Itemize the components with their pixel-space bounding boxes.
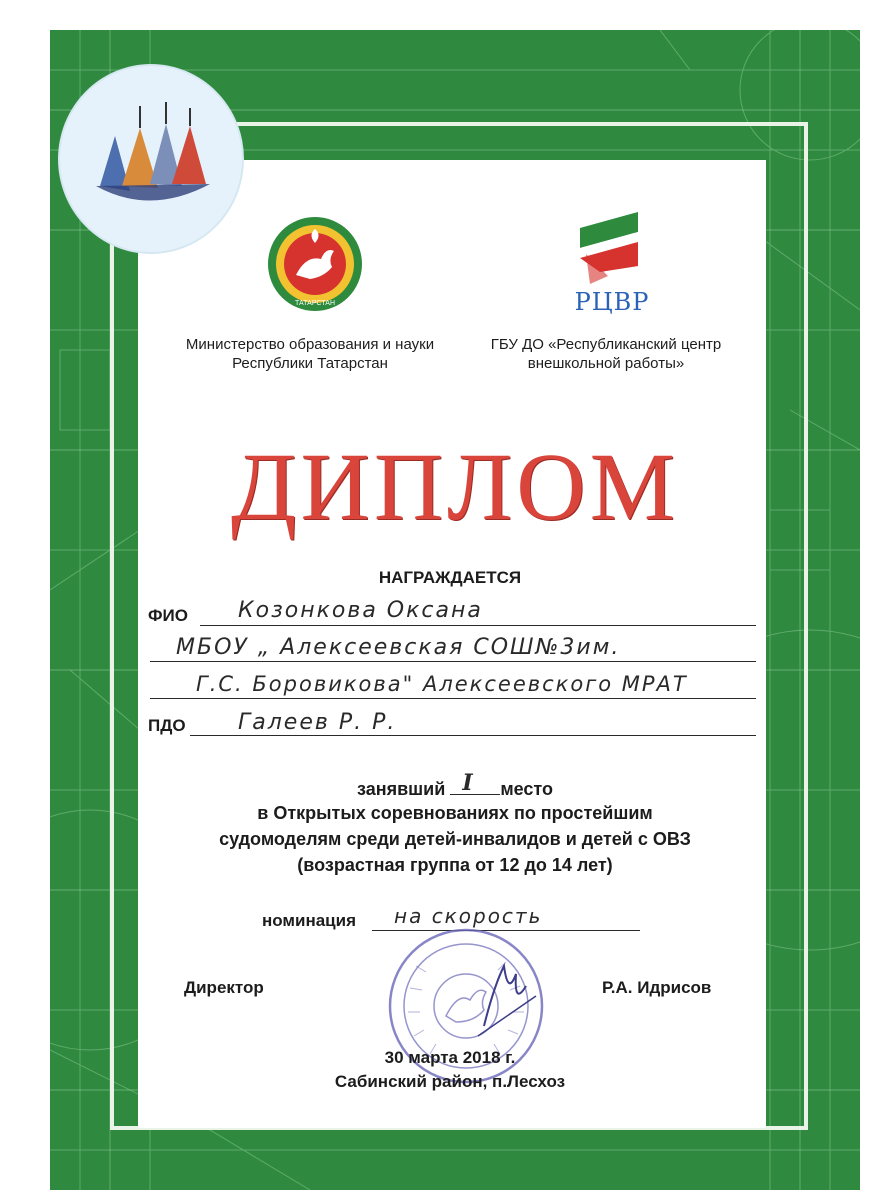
issue-date: 30 марта 2018 г.: [384, 1048, 516, 1067]
ships-image: [60, 66, 242, 252]
school-underline-1: [150, 661, 756, 662]
rcvr-logo-text: РЦВР: [574, 288, 650, 316]
award-heading: НАГРАЖДАЕТСЯ: [378, 568, 522, 587]
place-prefix: занявший: [357, 779, 446, 799]
school-underline-2: [150, 698, 756, 699]
center-name: [476, 335, 736, 373]
center-line-1: ГБУ ДО «Республиканский центр: [490, 336, 722, 353]
ministry-name: [170, 335, 450, 373]
emblem-label: ТАТАРСТАН: [294, 300, 336, 307]
nomination-label: номинация: [262, 911, 356, 930]
diploma-title: ДИПЛОМ: [231, 433, 679, 540]
age-group: (возрастная группа от 12 до 14 лет): [297, 855, 613, 875]
center-line-2: внешкольной работы»: [527, 355, 685, 372]
school-line-2: Г.С. Боровикова" Алексеевского МРАТ: [196, 672, 688, 696]
ministry-line-1: Министерство образования и науки: [185, 336, 435, 353]
issue-place: Сабинский район, п.Лесхоз: [334, 1072, 566, 1091]
nomination-value: на скорость: [394, 904, 543, 928]
tatarstan-emblem: [266, 215, 364, 313]
fio-label: ФИО: [148, 606, 188, 625]
signature-role: Директор: [184, 978, 264, 997]
pdo-label: ПДО: [148, 716, 186, 735]
place-suffix: место: [500, 779, 553, 799]
competition-line-1: в Открытых соревнованиях по простейшим: [257, 803, 653, 823]
pdo-underline: [190, 735, 756, 736]
ministry-line-2: Республики Татарстан: [232, 355, 388, 372]
fio-underline: [200, 625, 756, 626]
rcvr-flag-logo: [578, 210, 640, 286]
place-line: [160, 770, 750, 802]
signature-name: Р.А. Идрисов: [602, 978, 712, 997]
school-line-1: МБОУ „ Алексеевская СОШ№3им.: [176, 635, 621, 660]
scan-edge: [0, 0, 872, 18]
pdo-value: Галеев Р. Р.: [238, 710, 397, 735]
ships-logo: [60, 66, 242, 252]
competition-line-2: судомоделям среди детей-инвалидов и детей с ОВЗ: [219, 829, 691, 849]
place-value: I: [462, 770, 473, 796]
place-underline: [450, 770, 500, 796]
fio-value: Козонкова Оксана: [238, 598, 483, 623]
